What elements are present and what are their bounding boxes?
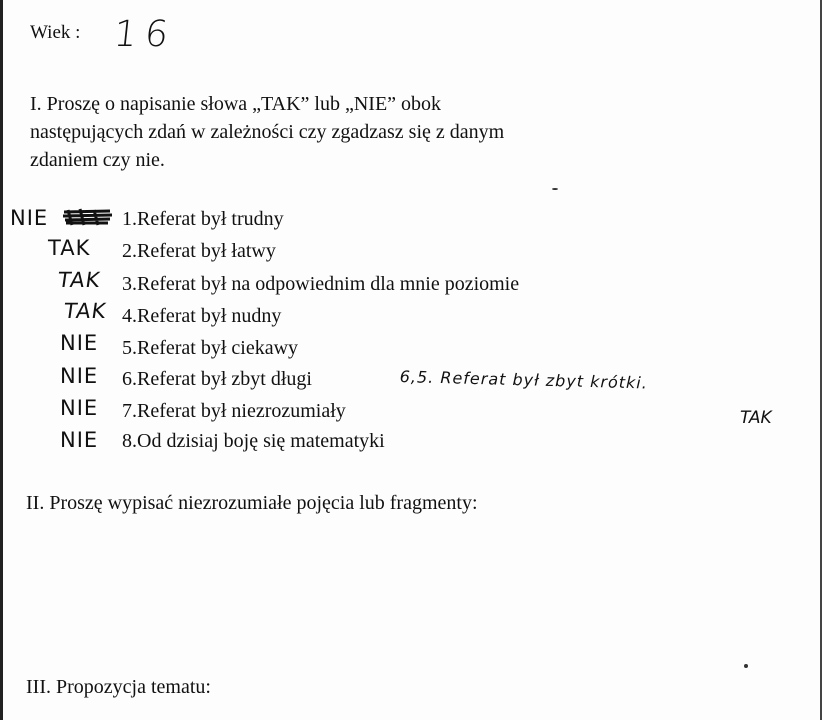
answer-6: NIE: [60, 364, 99, 388]
answer-1: NIE: [10, 206, 49, 230]
page-left-edge: [0, 0, 3, 720]
stray-mark: [744, 664, 748, 668]
section3-title: III. Propozycja tematu:: [26, 676, 211, 698]
answer-3: TAK: [56, 268, 103, 292]
answer-2: TAK: [48, 236, 91, 260]
section1-instructions: [30, 90, 710, 174]
answer-4: TAK: [62, 299, 109, 323]
age-value-handwritten: 16: [111, 14, 178, 55]
statement-7: 7.Referat był niezrozumiały: [122, 400, 346, 422]
stray-mark: [552, 188, 558, 190]
instruction-line: następujących zdań w zależności czy zgadzasz się z danym: [30, 121, 505, 143]
statement-1: 1.Referat był trudny: [122, 208, 284, 230]
handwritten-note-answer: TAK: [740, 408, 772, 428]
section2-title: II. Proszę wypisać niezrozumiałe pojęcia lub fragmenty:: [26, 492, 478, 514]
handwritten-note: 6,5. Referat był zbyt krótki.: [399, 367, 649, 393]
statement-3: 3.Referat był na odpowiednim dla mnie poziomie: [122, 273, 520, 295]
answer-8: NIE: [60, 428, 99, 452]
statement-8: 8.Od dzisiaj boję się matematyki: [122, 430, 385, 452]
statement-4: 4.Referat był nudny: [122, 305, 282, 327]
age-label: Wiek :: [30, 22, 81, 43]
instruction-line: I. Proszę o napisanie słowa „TAK” lub „NIE” obok: [30, 93, 442, 115]
statement-6: 6.Referat był zbyt długi: [122, 368, 312, 390]
answer-5: NIE: [60, 331, 99, 355]
scribbled-out-word: [60, 206, 116, 228]
answer-7: NIE: [60, 396, 99, 420]
statement-5: 5.Referat był ciekawy: [122, 337, 299, 359]
statement-2: 2.Referat był łatwy: [122, 240, 276, 262]
instruction-line: zdaniem czy nie.: [30, 149, 165, 171]
